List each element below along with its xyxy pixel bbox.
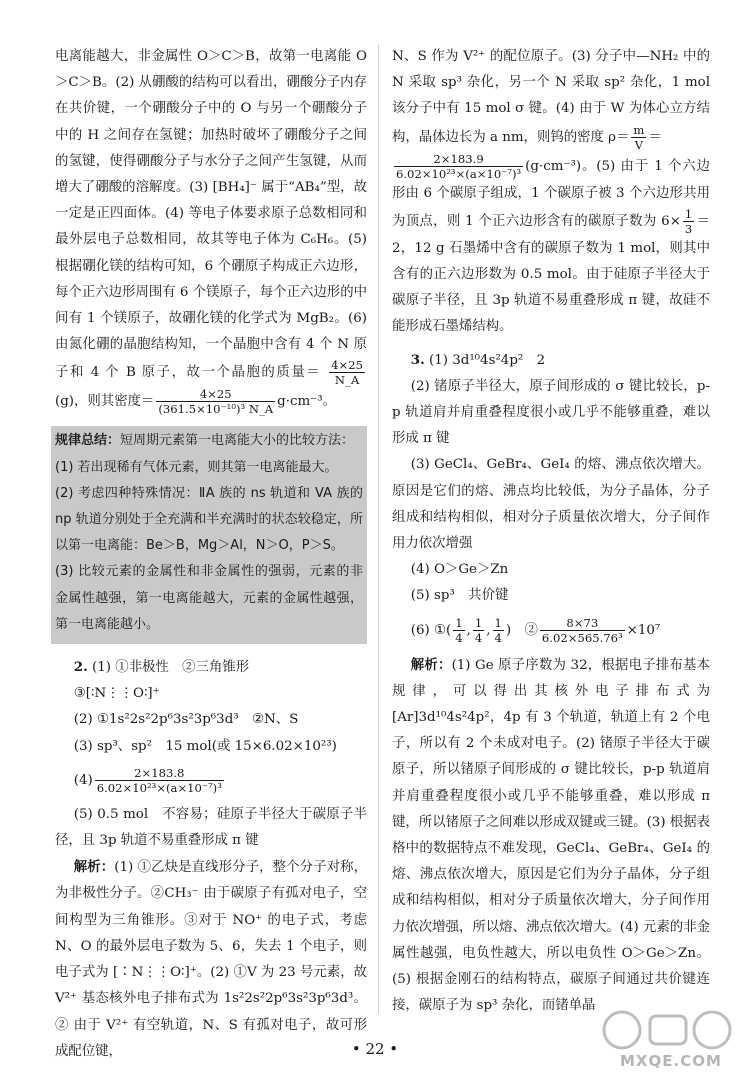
rho-fraction	[631, 123, 646, 152]
germanium-density-fraction	[540, 616, 625, 645]
q3-line-4: (4) O＞Ge＞Zn	[410, 562, 509, 578]
q2-line-3: (2) ①1s²2s²2p⁶3s²3p⁶3d³ ②N、S	[73, 712, 299, 728]
q2-analysis-label: 解析：	[73, 859, 115, 876]
q2-density-den: 6.02×10²³×(a×10⁻⁷)³	[96, 781, 222, 796]
q3-analysis-label: 解析：	[410, 656, 452, 673]
right-p2-rest: ＝2，12 g 石墨烯中含有的碳原子数为 1 mol，则其中含有的正六边形数为 0.5 mol。由于硅原子半径大于碳原子半径，且 3p 轨道不易重叠形成 π 键，故硅不能形成石墨烯结构。	[392, 213, 710, 335]
rho-num: m	[633, 122, 645, 137]
watermark-text: MXQE.COM	[620, 1052, 722, 1070]
q3-line-5: (5) sp³ 共价键	[410, 588, 509, 604]
coord-fraction-2-num: 1	[474, 616, 483, 631]
q2-line-4: (3) sp³、sp² 15 mol(或 15×6.02×10²³)	[73, 738, 337, 754]
coord-fraction-3	[493, 616, 504, 645]
rho-equals: ＝	[648, 129, 662, 145]
right-paragraph-1	[392, 44, 710, 152]
germanium-density-num: 8×73	[540, 616, 625, 631]
tungsten-density-den: 6.02×10²³×(a×10⁻⁷)³	[396, 166, 522, 181]
q2-line-5	[55, 760, 367, 802]
watermark-badge-icon	[600, 1008, 740, 1054]
rule-summary-line-3: (3) 比较元素的金属性和非金属性的强弱，元素的非金属性越强，第一电离能越大，元素的金属性越强，第一电离能越小。	[55, 564, 363, 632]
right-p1-text: N、S 作为 V²⁺ 的配位原子。(3) 分子中—NH₂ 中的 N 采取 sp³ 杂化，另一个 N 采取 sp² 杂化，1 mol 该分子中有 15 mol σ 键。(4) 由于 W 为体心立方结构，晶体边长为 a nm，则钨的密度 ρ＝	[392, 49, 710, 145]
mass-fraction	[329, 358, 365, 387]
coord-fraction-1-den: 4	[455, 631, 463, 646]
q2-density-num: 2×183.8	[95, 766, 224, 781]
q3-line-3: (3) GeCl₄、GeBr₄、GeI₄ 的熔、沸点依次增大。原因是它们的熔、沸点均比较低，为分子晶体，分子组成和结构相似，相对分子质量依次增大，分子间作用力依次增强	[392, 457, 710, 552]
coord-fraction-1	[453, 616, 464, 645]
q3-analysis-text: (1) Ge 原子序数为 32，根据电子排布基本规律，可以得出其核外电子排布式为 [Ar]3d¹⁰4s²4p²，4p 有 3 个轨道，轨道上有 2 个电子，所以有 2 个未成对电子。(2) 锗原子半径大于碳原子，所以锗原子间形成的 σ 键比较长，p-p 轨道肩并肩重叠程度很小或几乎不能够重叠，难以形成 π 键，所以锗原子之间难以形成双键或三键。(3) 根据表格中的数据特点不难发现，GeCl₄、GeBr₄、GeI₄ 的熔、沸点依次增大，原因是它们为分子晶体，分子组成和结构相似，相对分子质量依次增大，分子间作用力依次增强，所以熔、沸点依次增大。(4) 元素的非金属性越强，电负性越大，所以电负性 O＞Ge＞Zn。(5) 根据金刚石的结构特点，碳原子间通过共价键连接，碳原子为 sp³ 杂化，而锗单晶	[392, 657, 711, 1014]
rule-summary-line-1: (1) 若出现稀有气体元素，则其第一电离能最大。	[55, 459, 338, 475]
q3-line-6-mid: ) ②	[505, 622, 538, 638]
one-third-fraction	[683, 207, 694, 236]
watermark-logo	[600, 1008, 740, 1072]
q3-answer-1	[392, 347, 710, 374]
q3-line-6: (6) ①( $\frac{1}{4}$ , $\frac{1}{4}$ , $\frac{1}{4}$ ) ② $\frac{8\times 73}{\text{6.02×565.76³}}$ ×10⁷	[410, 616, 661, 646]
q2-label: 2.	[73, 659, 88, 676]
right-paragraph-2	[392, 152, 710, 341]
q3-line-6-prefix: (6) ①(	[410, 622, 452, 638]
page-number: • 22 •	[351, 1040, 399, 1058]
tungsten-density-num: 2×183.9	[394, 152, 523, 167]
q3-analysis	[392, 652, 710, 1020]
one-third-num: 1	[684, 206, 693, 221]
q2-answer-1	[55, 654, 367, 681]
left-p1-end: g·cm⁻³。	[277, 394, 337, 410]
q2-density-fraction	[95, 766, 224, 795]
q2-line-5-prefix: (4)	[73, 772, 93, 788]
right-column	[392, 44, 710, 1020]
q2-line-6: (5) 0.5 mol 不容易；硅原子半径大于碳原子半径，且 3p 轨道不易重叠形成 π 键	[55, 806, 367, 849]
left-p1-text: 电离能越大，非金属性 O＞C＞B，故第一电离能 O＞C＞B。(2) 从硼酸的结构可以看出，硼酸分子内存在共价键，一个硼酸分子中的 O 与另一个硼酸分子中的 H 之间存在氢键；加热时破坏了硼酸分子之间的氢键，使得硼酸分子与水分子之间产生氢键，从而增大了硼酸的溶解度。(3) [BH₄]⁻ 属于“AB₄”型，故一定是正四面体。(4) 等电子体要求原子总数相同和最外层电子总数相同，故其等电子体为 C₆H₆。(5) 根据硼化镁的结构可知，6 个硼原子构成正六边形，每个正六边形周围有 6 个镁原子，每个正六边形的中间有 1 个镁原子，故硼化镁的化学式为 MgB₂。(6) 由氮化硼的晶胞结构知，一个晶胞中含有 4 个 N 原子和 4 个 B 原子，故一个晶胞的质量＝	[55, 49, 367, 381]
coord-fraction-1-num: 1	[455, 616, 463, 631]
mass-fraction-num: 4×25	[331, 358, 363, 373]
column-divider	[378, 44, 379, 1014]
coord-fraction-3-num: 1	[494, 616, 502, 631]
left-p1-mid: (g)，则其密度＝	[55, 394, 155, 410]
left-paragraph-1	[55, 44, 367, 416]
q2-analysis-text: (1) ①乙炔是直线形分子，整个分子对称，为非极性分子。②CH₃⁻ 由于碳原子有孤对电子，空间构型为三角锥形。③对于 NO⁺ 的电子式，考虑 N、O 的最外层电子数为 5、6，失去 1 个电子，则电子式为 [∶N⋮⋮O∶]⁺。(2) ①V 为 23 号元素，故 V²⁺ 基态核外电子排布式为 1s²2s²2p⁶3s²3p⁶3d³。② 由于 V²⁺ 有空轨道，N、S 有孤对电子，故可形成配位键，	[55, 860, 368, 1059]
coord-fraction-2	[473, 616, 484, 645]
one-third-den: 3	[684, 221, 693, 236]
mass-fraction-den: N_A	[334, 373, 360, 388]
q3-line-2: (2) 锗原子半径大，原子间形成的 σ 键比较长，p-p 轨道肩并肩重叠程度很小或几乎不能够重叠，难以形成 π 键	[392, 378, 710, 447]
q2-line-2: ③[∶N⋮⋮O∶]⁺	[73, 686, 160, 702]
rule-summary-title: 规律总结：	[55, 433, 121, 449]
tungsten-density-fraction	[394, 152, 523, 181]
q3-line-1: (1) 3d¹⁰4s²4p² 2	[429, 352, 546, 368]
q2-analysis	[55, 854, 367, 1065]
rule-summary-box	[51, 426, 367, 644]
density-fraction-num: 4×25	[156, 387, 275, 402]
density-fraction	[156, 387, 275, 416]
coord-fraction-3-den: 4	[494, 631, 502, 646]
rho-den: V	[634, 137, 644, 152]
right-p2-text: (g·cm⁻³)。(5) 由于 1 个六边形由 6 个碳原子组成，1 个碳原子被 3 个六边形共用为顶点，则 1 个正六边形含有的碳原子数为 6×	[392, 158, 710, 229]
coord-fraction-2-den: 4	[474, 631, 483, 646]
rule-summary-intro: 短周期元素第一电离能大小的比较方法：	[120, 433, 355, 449]
left-column	[55, 44, 367, 1065]
rule-summary-line-2: (2) 考虑四种特殊情况：ⅡA 族的 ns 轨道和 VA 族的 np 轨道分别处于全充满和半充满时的状态较稳定，所以第一电离能：Be＞B，Mg＞Al，N＞O，P＞S。	[55, 485, 363, 554]
q2-line-1: (1) ①非极性 ②三角锥形	[92, 660, 250, 676]
density-fraction-den: (361.5×10⁻¹⁰)³ N_A	[158, 402, 274, 417]
germanium-density-den: 6.02×565.76³	[541, 631, 623, 646]
q3-label: 3.	[410, 351, 425, 368]
q3-line-6-end: ×10⁷	[626, 622, 661, 638]
